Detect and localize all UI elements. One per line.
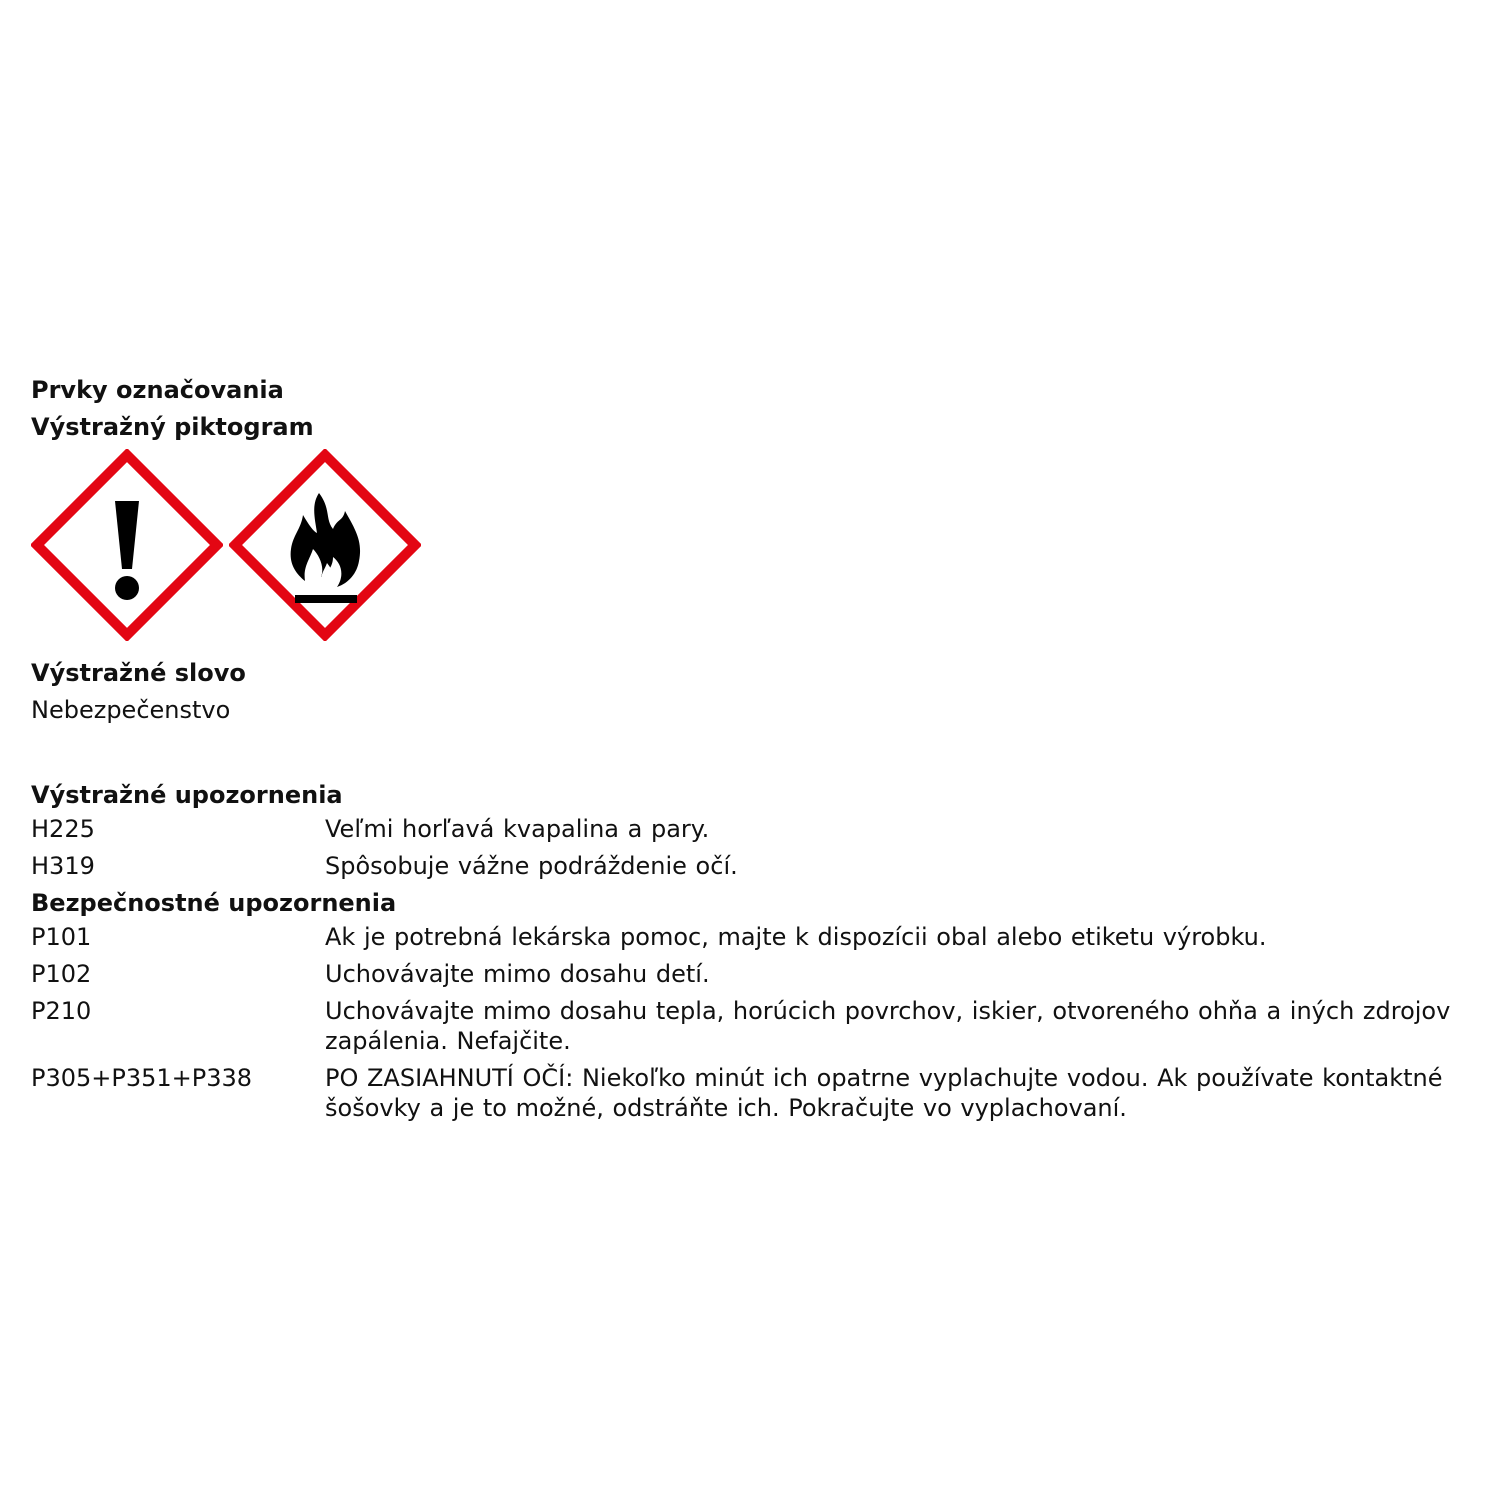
hazard-statement-row <box>31 814 1483 844</box>
signal-word-heading: Výstražné slovo <box>31 659 246 687</box>
precautionary-statement-code: P102 <box>31 960 92 988</box>
section-title: Prvky označovania <box>31 376 284 404</box>
pictogram-heading: Výstražný piktogram <box>31 413 314 441</box>
hazard-statement-text: Spôsobuje vážne podráždenie očí. <box>325 852 738 880</box>
hazard-statement-code: H225 <box>31 815 95 843</box>
flame-icon <box>229 449 421 641</box>
signal-word: Nebezpečenstvo <box>31 696 231 724</box>
precautionary-statement-row <box>31 1063 1483 1123</box>
hazard-statement-row <box>31 851 1483 881</box>
precautionary-statement-row <box>31 959 1483 989</box>
pictogram-row <box>31 449 1483 641</box>
precautionary-statement-text: Ak je potrebná lekárska pomoc, majte k dispozícii obal alebo etiketu výrobku. <box>325 923 1267 951</box>
precautionary-statement-text: PO ZASIAHNUTÍ OČÍ: Niekoľko minút ich opatrne vyplachujte vodou. Ak používate kontaktné šošovky a je to možné, odstráňte ich. Pokračujte vo vyplachovaní. <box>325 1064 1443 1122</box>
labelling-elements-section <box>31 372 1483 1130</box>
precautionary-statement-code: P210 <box>31 997 92 1025</box>
precautionary-statement-code: P101 <box>31 923 92 951</box>
precautionary-statement-code: P305+P351+P338 <box>31 1064 253 1092</box>
precautionary-statement-row <box>31 922 1483 952</box>
precautionary-statement-row <box>31 996 1483 1056</box>
precautionary-statement-text: Uchovávajte mimo dosahu detí. <box>325 960 710 988</box>
exclamation-mark-icon <box>31 449 223 641</box>
precautionary-statement-text: Uchovávajte mimo dosahu tepla, horúcich povrchov, iskier, otvoreného ohňa a iných zdrojov zapálenia. Nefajčite. <box>325 997 1451 1055</box>
hazard-statements-heading: Výstražné upozornenia <box>31 781 343 809</box>
precautionary-statements-heading: Bezpečnostné upozornenia <box>31 889 397 917</box>
hazard-statements-list <box>31 814 1483 881</box>
precautionary-statements-list <box>31 922 1483 1123</box>
hazard-statement-code: H319 <box>31 852 95 880</box>
hazard-statement-text: Veľmi horľavá kvapalina a pary. <box>325 815 710 843</box>
